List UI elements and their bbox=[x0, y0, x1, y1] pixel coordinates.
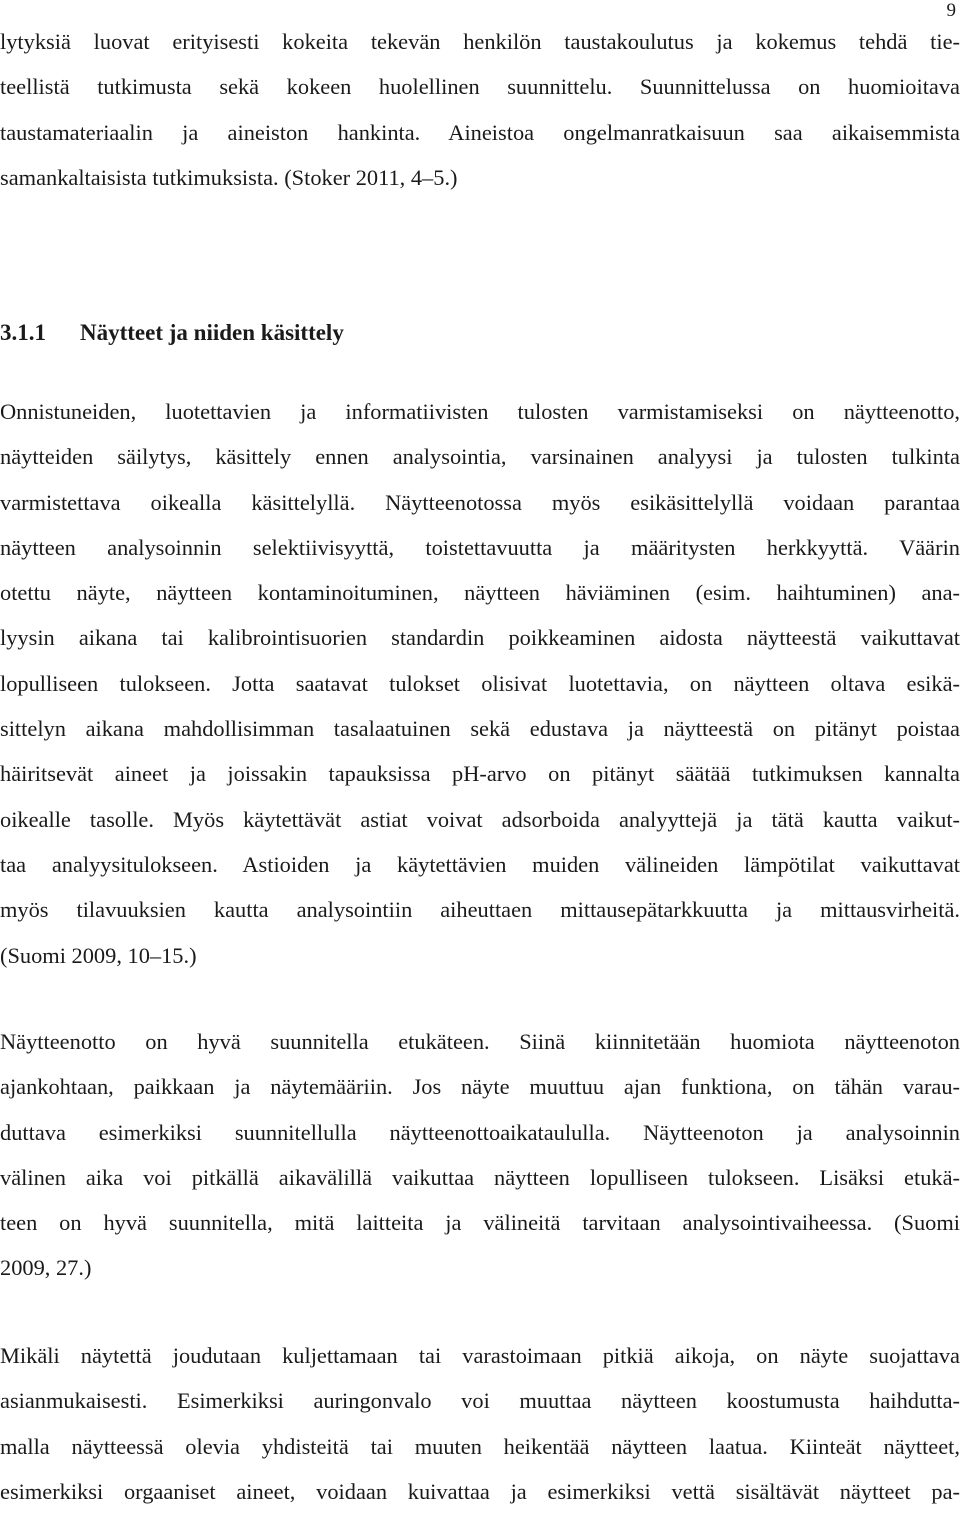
text-line: samankaltaisista tutkimuksista. (Stoker 2011, 4–5.) bbox=[0, 164, 458, 190]
text-line: häiritsevät aineet ja joissakin tapauksissa pH-arvo on pitänyt säätää tutkimuksen kannalta bbox=[0, 761, 960, 787]
text-line: duttava esimerkiksi suunnitellulla näytteenottoaikataululla. Näytteenoton ja analysoinnin bbox=[0, 1119, 960, 1145]
page-number: 9 bbox=[946, 0, 956, 21]
paragraph bbox=[0, 389, 960, 978]
text-line: malla näytteessä olevia yhdisteitä tai muuten heikentää näytteen laatua. Kiinteät näytteet, bbox=[0, 1433, 960, 1459]
text-line: teellistä tutkimusta sekä kokeen huolellinen suunnittelu. Suunnittelussa on huomioitava bbox=[0, 74, 960, 100]
intro-paragraph bbox=[0, 19, 960, 200]
text-line: lytyksiä luovat erityisesti kokeita tekevän henkilön taustakoulutus ja kokemus tehdä tie- bbox=[0, 29, 960, 54]
paragraph bbox=[0, 1019, 960, 1291]
text-line: Mikäli näytettä joudutaan kuljettamaan tai varastoimaan pitkiä aikoja, on näyte suojattava bbox=[0, 1343, 960, 1368]
text-line: varmistettava oikealla käsittelyllä. Näytteenotossa myös esikäsittelyllä voidaan parantaa bbox=[0, 489, 960, 515]
text-line: taa analyysitulokseen. Astioiden ja käytettävien muiden välineiden lämpötilat vaikuttavat bbox=[0, 851, 960, 877]
text-line: otettu näyte, näytteen kontaminoituminen, näytteen häviäminen (esim. haihtuminen) ana- bbox=[0, 580, 960, 606]
text-line: taustamateriaalin ja aineiston hankinta. Aineistoa ongelmanratkaisuun saa aikaisemmista bbox=[0, 119, 960, 145]
text-line: välinen aika voi pitkällä aikavälillä vaikuttaa näytteen lopulliseen tulokseen. Lisäksi etukä- bbox=[0, 1164, 960, 1190]
text-line: oikealle tasolle. Myös käytettävät astiat voivat adsorboida analyyttejä ja tätä kautta vaikut- bbox=[0, 806, 960, 832]
section-number: 3.1.1 bbox=[0, 320, 46, 345]
text-line: esimerkiksi orgaaniset aineet, voidaan kuivattaa ja esimerkiksi vettä sisältävät näytteet pa- bbox=[0, 1478, 960, 1504]
text-line: teen on hyvä suunnitella, mitä laitteita ja välineitä tarvitaan analysointivaiheessa. (Suomi bbox=[0, 1210, 960, 1236]
section-heading bbox=[0, 313, 344, 353]
paragraph bbox=[0, 1333, 960, 1514]
text-line: näytteiden säilytys, käsittely ennen analysointia, varsinainen analyysi ja tulosten tulkinta bbox=[0, 444, 960, 470]
section-title: Näytteet ja niiden käsittely bbox=[80, 320, 344, 345]
text-line: myös tilavuuksien kautta analysointiin aiheuttaen mittausepätarkkuutta ja mittausvirheitä. bbox=[0, 897, 960, 923]
text-line: asianmukaisesti. Esimerkiksi auringonvalo voi muuttaa näytteen koostumusta haihdutta- bbox=[0, 1388, 960, 1414]
text-line: ajankohtaan, paikkaan ja näytemääriin. Jos näyte muuttuu ajan funktiona, on tähän varau- bbox=[0, 1074, 960, 1100]
text-line: sittelyn aikana mahdollisimman tasalaatuinen sekä edustava ja näytteestä on pitänyt poistaa bbox=[0, 716, 960, 742]
text-line: lyysin aikana tai kalibrointisuorien standardin poikkeaminen aidosta näytteestä vaikuttavat bbox=[0, 625, 960, 651]
text-line: Näytteenotto on hyvä suunnitella etukäteen. Siinä kiinnitetään huomiota näytteenoton bbox=[0, 1029, 960, 1054]
text-line: (Suomi 2009, 10–15.) bbox=[0, 942, 197, 968]
text-line: 2009, 27.) bbox=[0, 1255, 92, 1281]
text-line: näytteen analysoinnin selektiivisyyttä, toistettavuutta ja määritysten herkkyyttä. Väärin bbox=[0, 534, 960, 560]
text-line: lopulliseen tulokseen. Jotta saatavat tulokset olisivat luotettavia, on näytteen oltava esikä- bbox=[0, 670, 960, 696]
text-line: Onnistuneiden, luotettavien ja informatiivisten tulosten varmistamiseksi on näytteenotto, bbox=[0, 399, 960, 424]
